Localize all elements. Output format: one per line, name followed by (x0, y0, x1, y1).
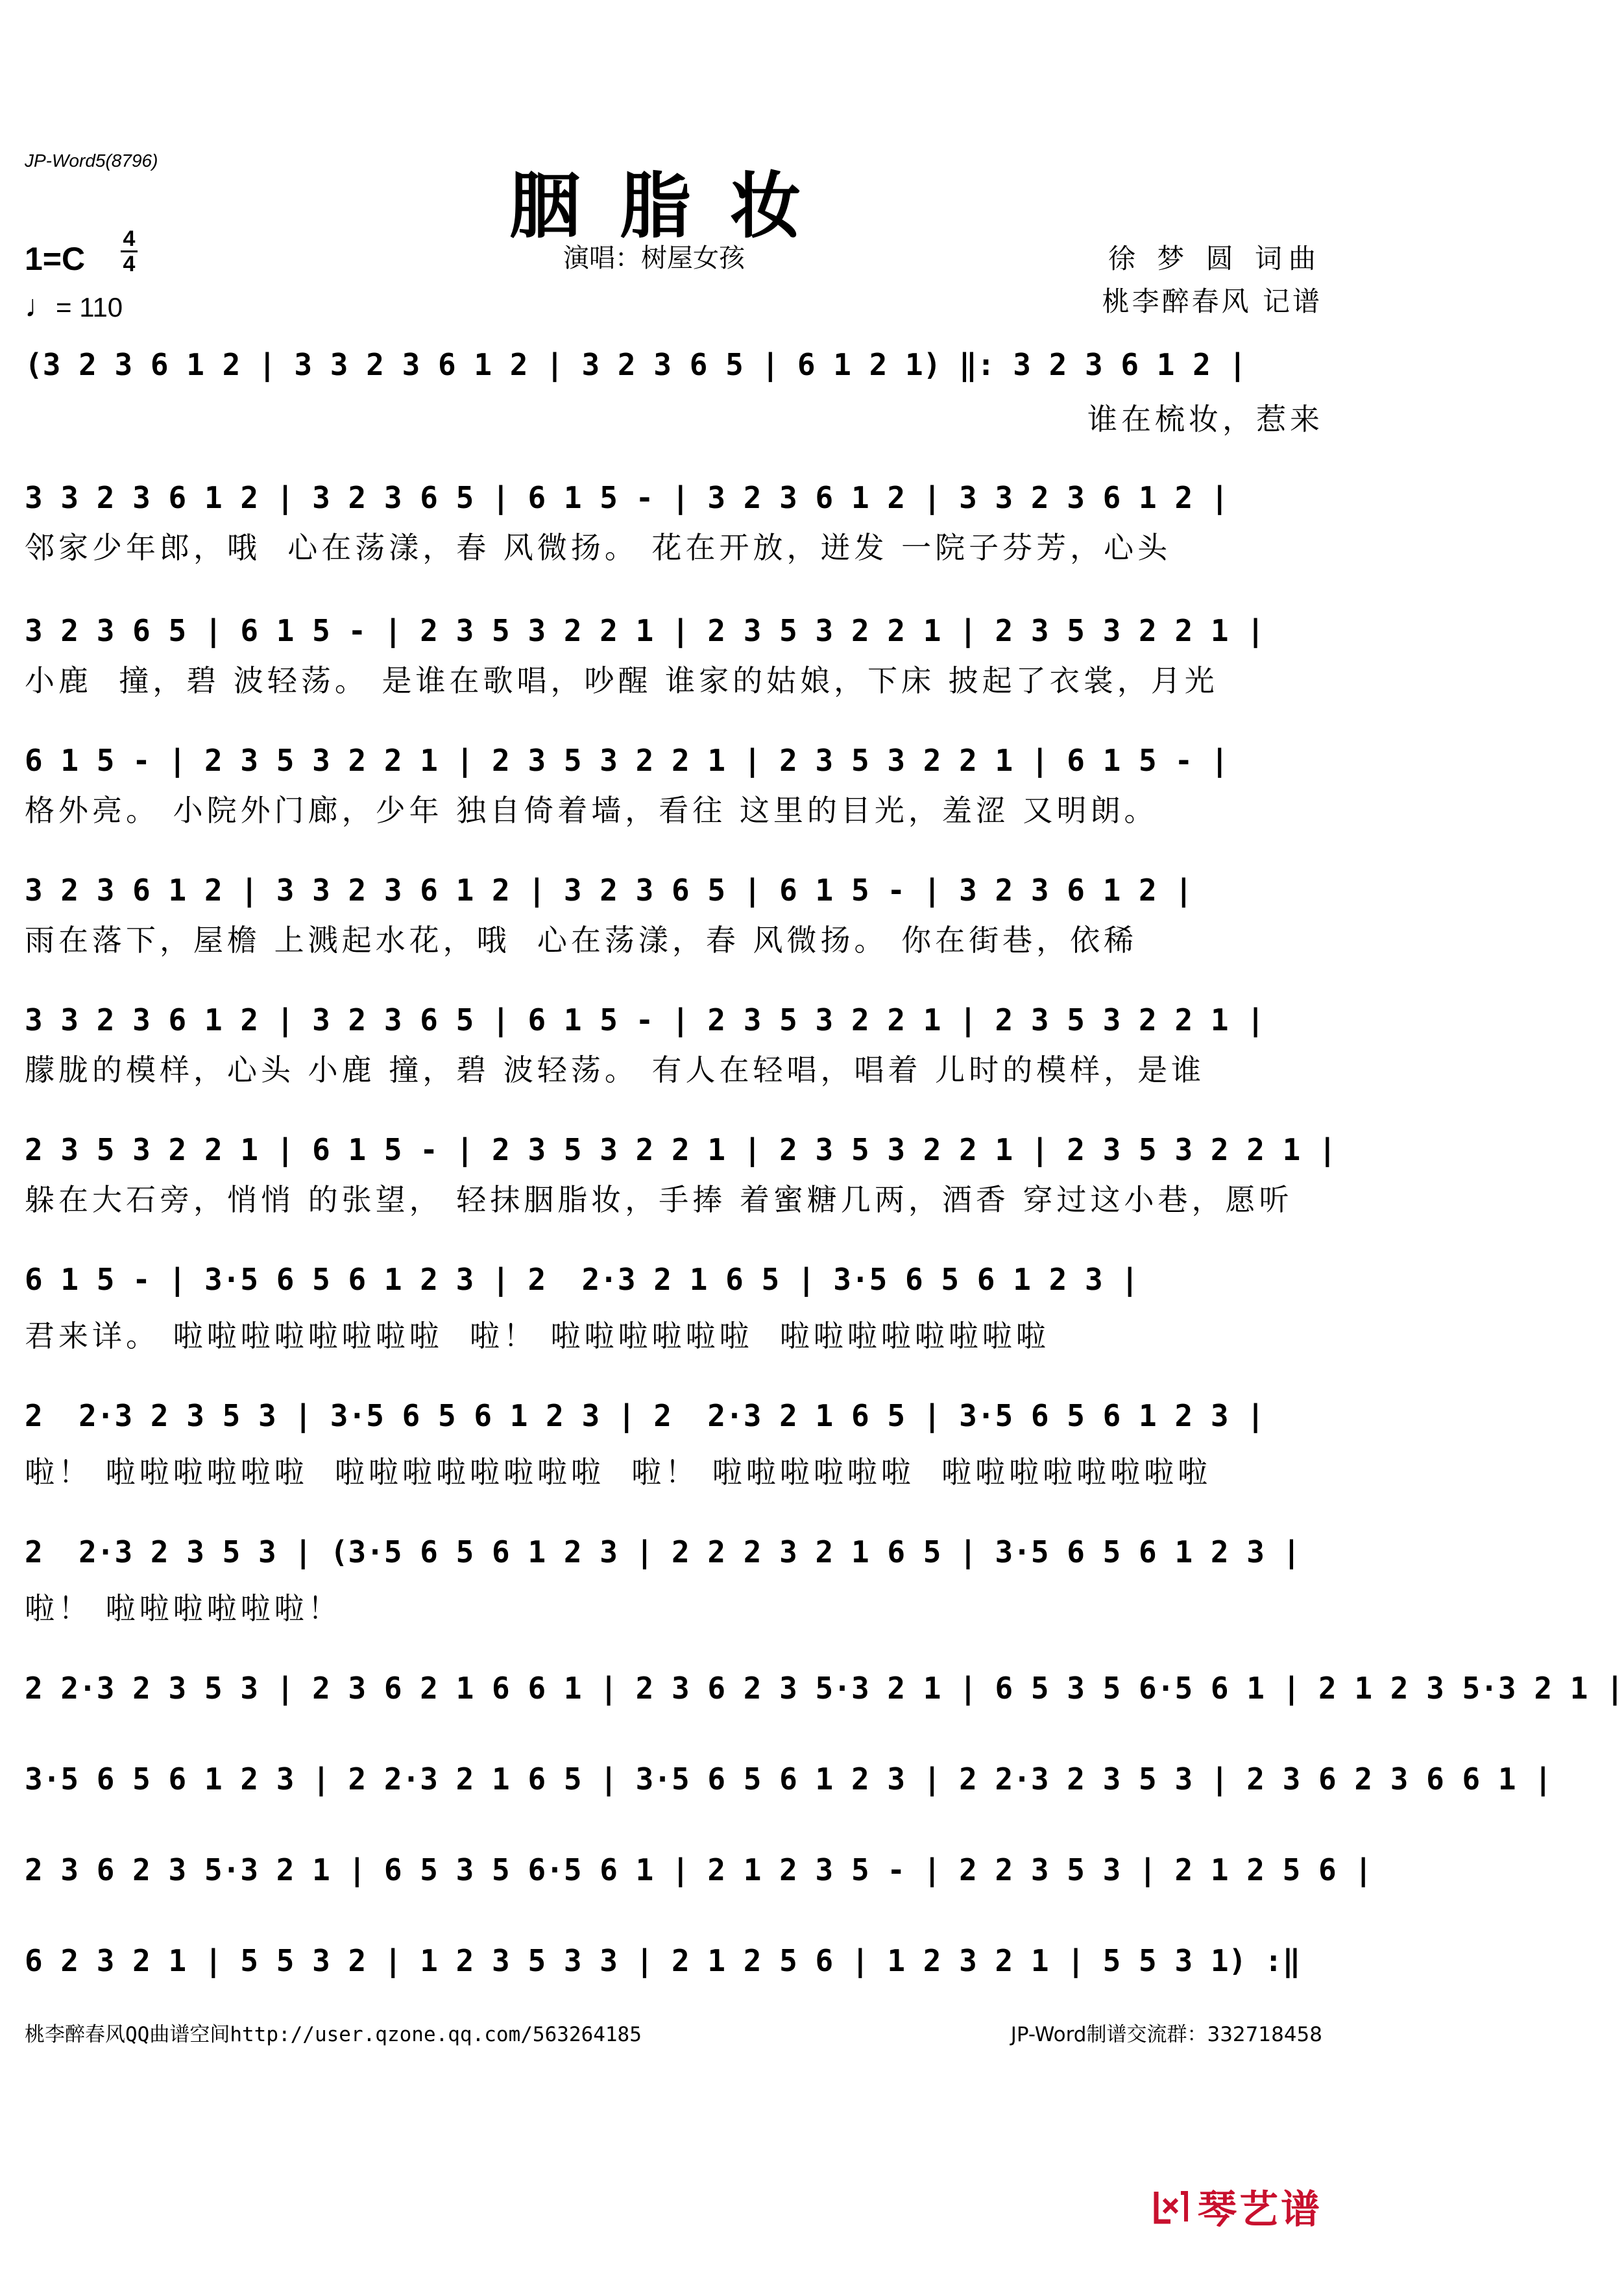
score-line-11: 2 2·3 2 3 5 3 | 2 3 6 2 1 6 6 1 | 2 3 6 2 3 5·3 2 1 | 6 5 3 5 6·5 6 1 | 2 1 2 3 5·3 2 1 | (25, 1671, 1624, 1706)
site-logo (1151, 2179, 1322, 2234)
score-line-6: 3 3 2 3 6 1 2 | 3 2 3 6 5 | 6 1 5 - | 2 3 5 3 2 2 1 | 2 3 5 3 2 2 1 | (25, 1002, 1265, 1037)
lyric-line-2: 邻家少年郎，哦 心在荡漾，春 风微扬。 花在开放，迸发 一院子芬芳，心头 (25, 530, 1172, 565)
score-line-4: 6 1 5 - | 2 3 5 3 2 2 1 | 2 3 5 3 2 2 1 | 2 3 5 3 2 2 1 | 6 1 5 - | (25, 743, 1229, 778)
singer-credit: 演唱：树屋女孩 (563, 243, 745, 273)
lyric-line-4: 格外亮。 小院外门廊，少年 独自倚着墙，看往 这里的目光，羞涩 又明朗。 (25, 793, 1158, 828)
score-line-3: 3 2 3 6 5 | 6 1 5 - | 2 3 5 3 2 2 1 | 2 3 5 3 2 2 1 | 2 3 5 3 2 2 1 | (25, 613, 1265, 648)
time-signature-bottom: 4 (123, 252, 136, 276)
lyric-line-3: 小鹿 撞，碧 波轻荡。 是谁在歌唱，吵醒 谁家的姑娘，下床 披起了衣裳，月光 (25, 663, 1218, 698)
score-line-9: 2 2·3 2 3 5 3 | 3·5 6 5 6 1 2 3 | 2 2·3 2 1 6 5 | 3·5 6 5 6 1 2 3 | (25, 1398, 1265, 1433)
score-line-7: 2 3 5 3 2 2 1 | 6 1 5 - | 2 3 5 3 2 2 1 | 2 3 5 3 2 2 1 | 2 3 5 3 2 2 1 | (25, 1132, 1337, 1167)
score-line-14: 6 2 3 2 1 | 5 5 3 2 | 1 2 3 5 3 3 | 2 1 2 5 6 | 1 2 3 2 1 | 5 5 3 1) :‖ (25, 1943, 1301, 1978)
lyric-line-1: 谁在梳妆，惹来 (1087, 402, 1324, 437)
quarter-note-icon: ♩ (25, 289, 56, 324)
lyric-line-7: 躲在大石旁，悄悄 的张望， 轻抹胭脂妆，手捧 着蜜糖几两，酒香 穿过这小巷，愿听 (25, 1182, 1293, 1217)
score-line-13: 2 3 6 2 3 5·3 2 1 | 6 5 3 5 6·5 6 1 | 2 1 2 3 5 - | 2 2 3 5 3 | 2 1 2 5 6 | (25, 1852, 1373, 1887)
lyric-line-9: 啦！ 啦啦啦啦啦啦 啦啦啦啦啦啦啦啦 啦！ 啦啦啦啦啦啦 啦啦啦啦啦啦啦啦 (25, 1455, 1211, 1490)
time-signature-top: 4 (123, 226, 136, 251)
logo-text: 琴艺谱 (1198, 2187, 1322, 2233)
score-line-12: 3·5 6 5 6 1 2 3 | 2 2·3 2 1 6 5 | 3·5 6 5 6 1 2 3 | 2 2·3 2 3 5 3 | 2 3 6 2 3 6 6 1 | (25, 1761, 1553, 1797)
score-line-10: 2 2·3 2 3 5 3 | (3·5 6 5 6 1 2 3 | 2 2 2 3 2 1 6 5 | 3·5 6 5 6 1 2 3 | (25, 1534, 1301, 1569)
composer-credit: 徐 梦 圆 词曲 (1108, 243, 1322, 274)
score-line-1: (3 2 3 6 1 2 | 3 3 2 3 6 1 2 | 3 2 3 6 5 | 6 1 2 1) ‖: 3 2 3 6 1 2 | (25, 347, 1247, 382)
source-label: JP-Word5(8796) (25, 151, 158, 171)
score-line-8: 6 1 5 - | 3·5 6 5 6 1 2 3 | 2 2·3 2 1 6 5 | 3·5 6 5 6 1 2 3 | (25, 1262, 1139, 1297)
lyric-line-5: 雨在落下，屋檐 上溅起水花，哦 心在荡漾，春 风微扬。 你在街巷，依稀 (25, 923, 1138, 958)
footer-website: 桃李醉春风QQ曲谱空间http://user.qzone.qq.com/563264185 (25, 2023, 642, 2046)
song-title: 胭脂妆 (509, 164, 840, 248)
transcriber-credit: 桃李醉春风 记谱 (1102, 285, 1322, 317)
time-signature (121, 228, 138, 274)
footer-group: JP-Word制谱交流群：332718458 (1010, 2023, 1322, 2046)
lyric-line-6: 朦胧的模样，心头 小鹿 撞，碧 波轻荡。 有人在轻唱，唱着 儿时的模样，是谁 (25, 1052, 1206, 1087)
qinyipu-logo-icon (1151, 2186, 1191, 2227)
lyric-line-8: 君来详。 啦啦啦啦啦啦啦啦 啦！ 啦啦啦啦啦啦 啦啦啦啦啦啦啦啦 (25, 1318, 1050, 1353)
tempo-value: = 110 (56, 292, 123, 322)
lyric-line-10: 啦！ 啦啦啦啦啦啦！ (25, 1591, 342, 1626)
score-line-2: 3 3 2 3 6 1 2 | 3 2 3 6 5 | 6 1 5 - | 3 2 3 6 1 2 | 3 3 2 3 6 1 2 | (25, 480, 1229, 515)
score-line-5: 3 2 3 6 1 2 | 3 3 2 3 6 1 2 | 3 2 3 6 5 | 6 1 5 - | 3 2 3 6 1 2 | (25, 873, 1193, 908)
tempo-marking (25, 289, 123, 324)
key-signature: 1=C (25, 241, 86, 277)
